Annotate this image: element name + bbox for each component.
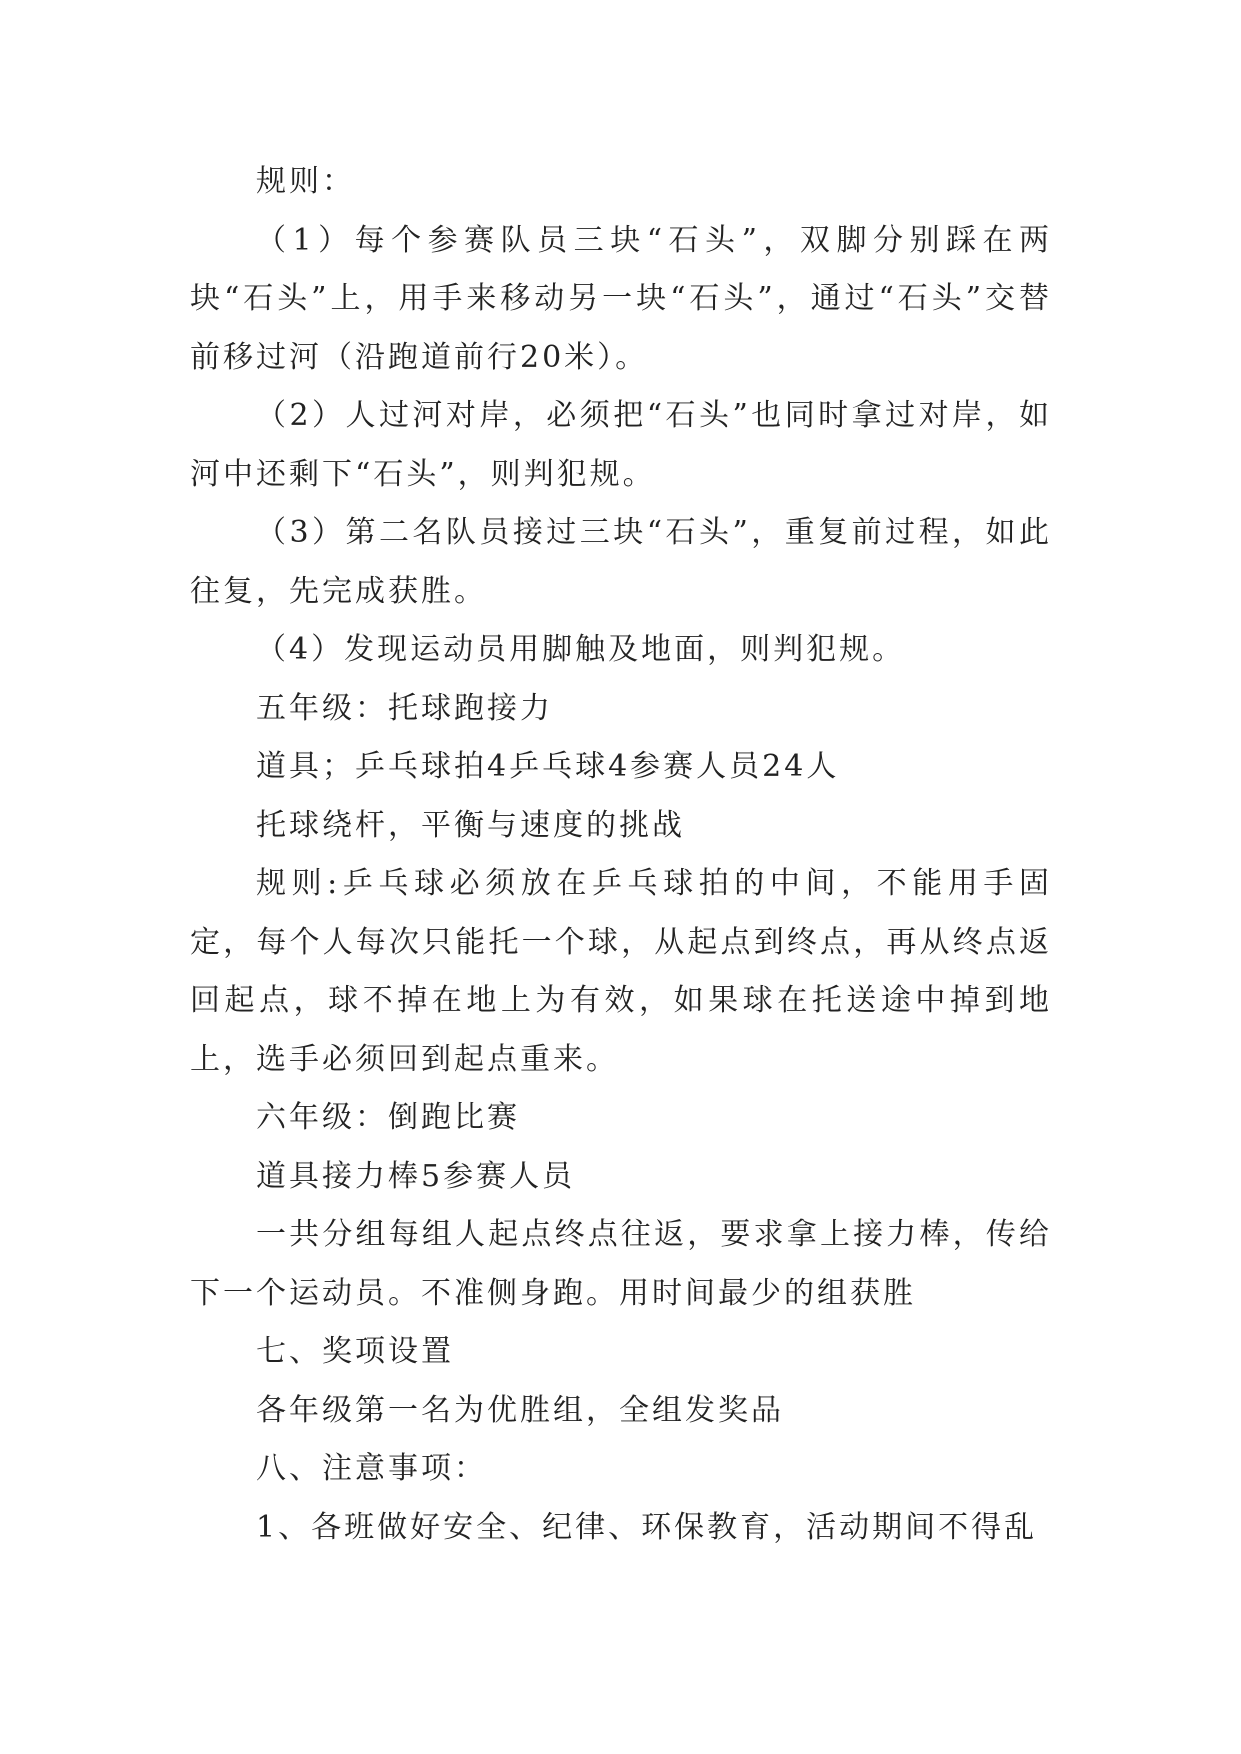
paragraph-section-7-body: 各年级第一名为优胜组，全组发奖品 [256, 1392, 784, 1428]
paragraph-grade5-title: 五年级：托球跑接力 [256, 690, 553, 726]
paragraph-rules-heading: 规则： [256, 164, 355, 199]
paragraph-grade6-rules: 一共分组每组人起点终点往返，要求拿上接力棒，传给下一个运动员。不准侧身跑。用时间最少的组获胜 [190, 1217, 1052, 1311]
paragraph-grade6-title: 六年级：倒跑比赛 [256, 1100, 520, 1135]
paragraph-rule-2: （2）人过河对岸，必须把“石头”也同时拿过对岸，如河中还剩下“石头”，则判犯规。 [190, 398, 1052, 492]
paragraph-grade5-desc: 托球绕杆，平衡与速度的挑战 [256, 807, 685, 843]
document-body [190, 153, 1052, 1557]
paragraph-rule-1: （1）每个参赛队员三块“石头”，双脚分别踩在两块“石头”上，用手来移动另一块“石头”，通过“石头”交替前移过河（沿跑道前行20米）。 [190, 222, 1052, 375]
paragraph-rule-3: （3）第二名队员接过三块“石头”，重复前过程，如此往复，先完成获胜。 [190, 515, 1052, 609]
paragraph-rule-4: （4）发现运动员用脚触及地面，则判犯规。 [256, 632, 906, 667]
paragraph-grade5-props: 道具；乒乓球拍4乒乓球4参赛人员24人 [256, 749, 840, 784]
paragraph-grade5-rules: 规则:乒乓球必须放在乒乓球拍的中间，不能用手固定，每个人每次只能托一个球，从起点到终点，再从终点返回起点，球不掉在地上为有效，如果球在托送途中掉到地上，选手必须回到起点重来。 [190, 866, 1052, 1077]
paragraph-section-8-item-1: 1、各班做好安全、纪律、环保教育，活动期间不得乱 [256, 1509, 1038, 1545]
paragraph-section-7-title: 七、奖项设置 [256, 1334, 454, 1369]
paragraph-grade6-props: 道具接力棒5参赛人员 [256, 1158, 576, 1194]
paragraph-section-8-title: 八、注意事项： [256, 1451, 487, 1486]
